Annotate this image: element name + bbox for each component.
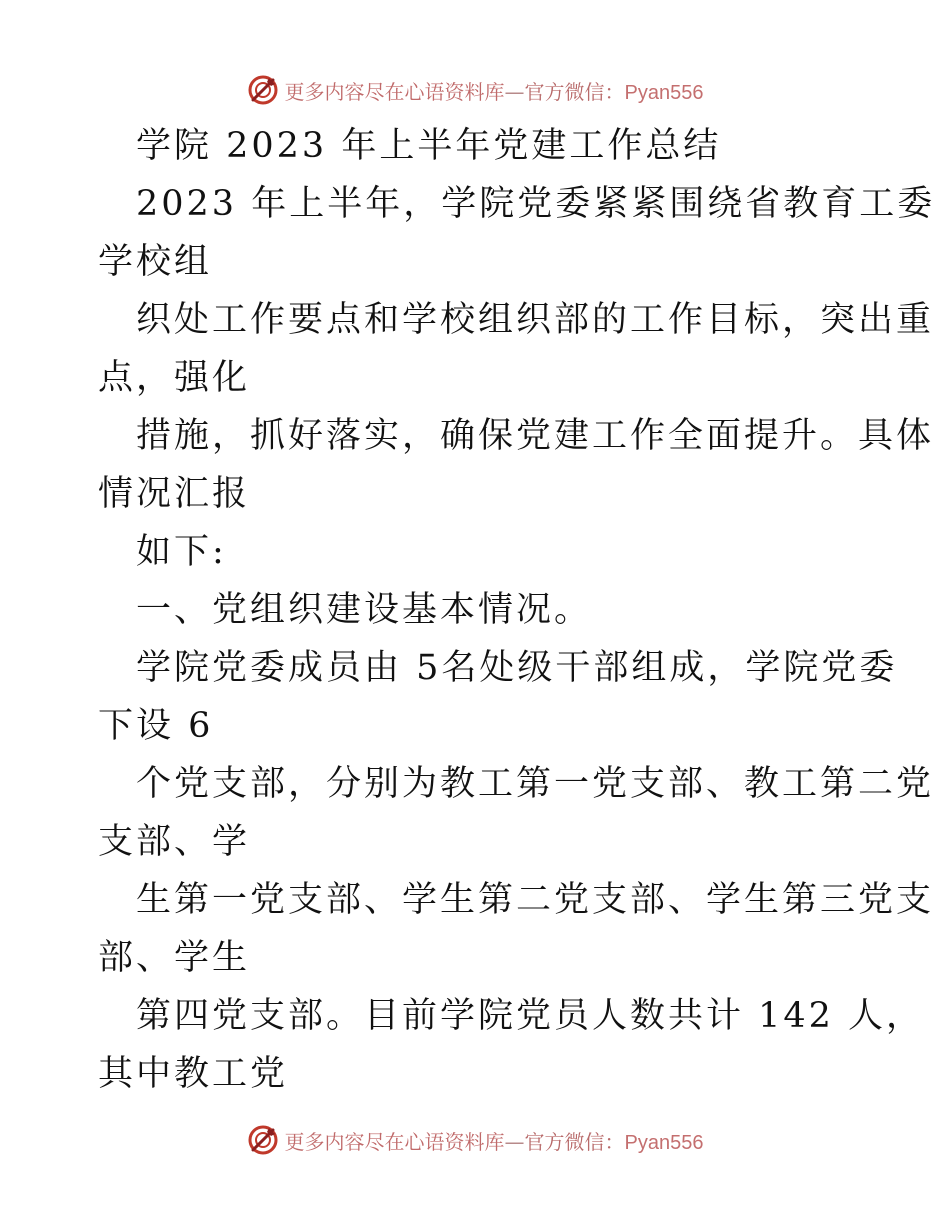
document-line: 学院 2023 年上半年党建工作总结 <box>136 126 722 166</box>
document-line: 生第一党支部、学生第二党支部、学生第三党支 <box>136 880 935 920</box>
document-line: 织处工作要点和学校组织部的工作目标，突出重 <box>136 300 935 340</box>
banner-wechat-id: Pyan556 <box>624 81 704 104</box>
header-banner <box>0 70 950 110</box>
document-line: 学校组 <box>98 242 213 282</box>
document-line: 2023 年上半年，学院党委紧紧围绕省教育工委 <box>136 184 936 224</box>
document-line: 一、党组织建设基本情况。 <box>136 590 593 630</box>
document-line: 如下: <box>136 532 227 572</box>
document-line: 学院党委成员由 5名处级干部组成，学院党委 <box>136 648 898 688</box>
document-line: 其中教工党 <box>98 1054 289 1094</box>
document-line: 下设 6 <box>98 706 214 746</box>
banner-separator: — <box>504 79 525 104</box>
document-body <box>98 117 936 1103</box>
banner-wechat-id: Pyan556 <box>624 1131 704 1154</box>
banner-text <box>285 76 704 105</box>
document-line: 情况汇报 <box>98 474 251 514</box>
banner-separator: — <box>504 1129 525 1154</box>
document-line: 部、学生 <box>98 938 251 978</box>
banner-wechat-label: 官方微信： <box>524 1129 625 1154</box>
logo-icon <box>247 1124 279 1156</box>
banner-lead: 更多内容尽在心语资料库 <box>284 1129 505 1154</box>
banner-lead: 更多内容尽在心语资料库 <box>284 79 505 104</box>
footer-banner <box>0 1120 950 1160</box>
banner-wechat-label: 官方微信： <box>524 79 625 104</box>
banner-text <box>285 1126 704 1155</box>
document-line: 支部、学 <box>98 822 251 862</box>
logo-icon <box>247 74 279 106</box>
document-line: 个党支部，分别为教工第一党支部、教工第二党 <box>136 764 935 804</box>
document-line: 第四党支部。目前学院党员人数共计 142 人， <box>136 996 925 1036</box>
document-line: 措施，抓好落实，确保党建工作全面提升。具体 <box>136 416 935 456</box>
document-line: 点，强化 <box>98 358 251 398</box>
